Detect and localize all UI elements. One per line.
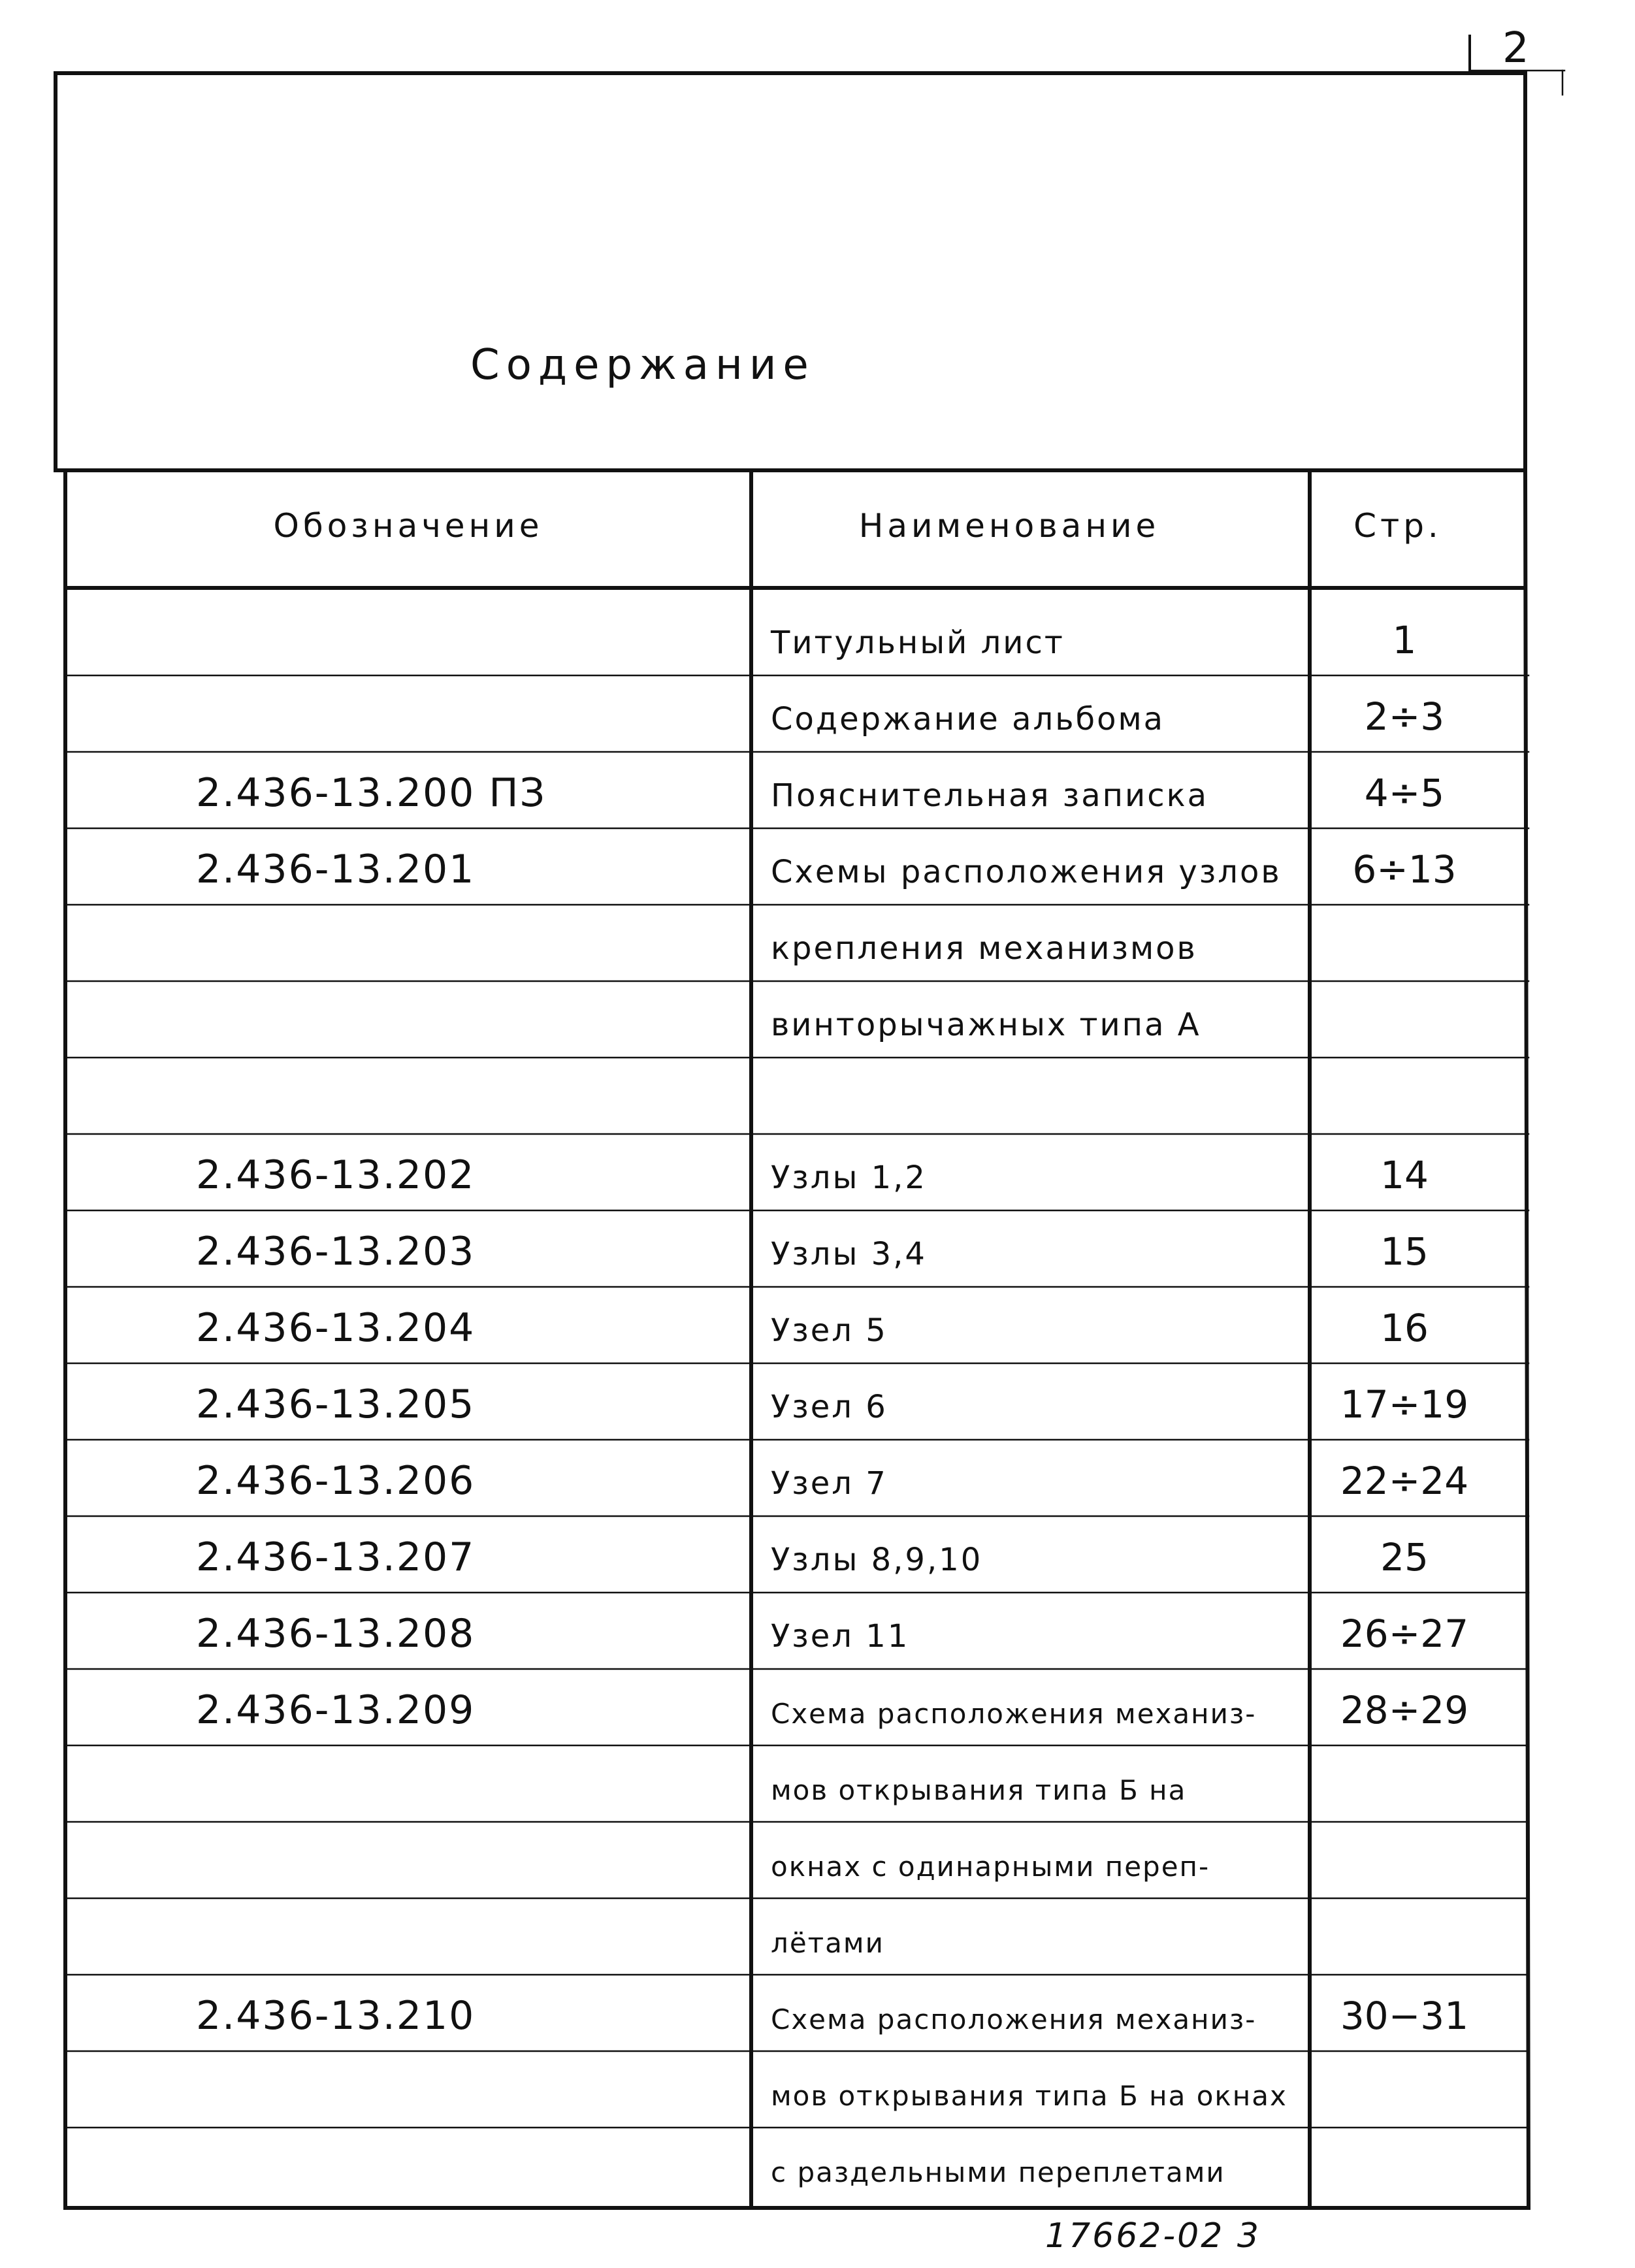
table-row	[196, 1611, 1468, 1657]
row-page: 4÷5	[1364, 771, 1445, 815]
row-designation: 2.436-13.210	[196, 1993, 476, 2039]
row-name: мов открывания типа Б на окнах	[771, 2080, 1287, 2112]
table-row	[196, 1382, 1468, 1427]
table-row	[196, 1687, 1468, 1733]
row-name: Схема расположения механиз-	[771, 2003, 1257, 2035]
table-row	[771, 930, 1197, 967]
table-row	[770, 618, 1416, 662]
row-page: 28÷29	[1340, 1688, 1469, 1732]
row-page: 22÷24	[1340, 1459, 1469, 1503]
row-page: 6÷13	[1352, 847, 1457, 892]
row-name: винторычажных типа А	[771, 1007, 1201, 1043]
row-designation: 2.436-13.200 ПЗ	[196, 770, 547, 816]
table-row	[196, 1534, 1429, 1580]
row-page: 1	[1392, 618, 1417, 662]
row-name: Узлы 1,2	[771, 1159, 927, 1196]
row-name: с раздельными переплетами	[771, 2156, 1225, 2188]
outer-frame	[56, 73, 1529, 2208]
table-row	[771, 1774, 1186, 1806]
table-row	[771, 1851, 1210, 1883]
row-name: Узел 5	[771, 1312, 888, 1349]
row-name: Содержание альбома	[771, 701, 1165, 737]
row-name: Узел 6	[771, 1389, 888, 1425]
table-row	[196, 847, 1457, 892]
table-row	[196, 1305, 1429, 1351]
page-title: Содержание	[470, 341, 815, 389]
row-name: Узлы 3,4	[771, 1236, 927, 1272]
row-page: 2÷3	[1364, 694, 1445, 739]
row-name: Узел 7	[771, 1465, 888, 1502]
row-designation: 2.436-13.208	[196, 1611, 476, 1657]
row-designation: 2.436-13.206	[196, 1458, 476, 1504]
sheet-number-mark	[1470, 24, 1564, 95]
header-designation: Обозначение	[273, 507, 543, 545]
row-designation: 2.436-13.203	[196, 1229, 476, 1274]
table-row	[196, 1229, 1429, 1274]
table-row	[771, 1927, 884, 1959]
row-designation: 2.436-13.201	[196, 847, 476, 892]
table-row	[196, 770, 1444, 816]
row-name: мов открывания типа Б на	[771, 1774, 1187, 1806]
row-name: Титульный лист	[771, 624, 1065, 661]
table-row	[196, 1458, 1468, 1504]
row-designation: 2.436-13.202	[196, 1152, 476, 1198]
table-row	[196, 1993, 1468, 2039]
table-row	[771, 694, 1444, 739]
table-row	[771, 1007, 1201, 1043]
row-name: лётами	[771, 1927, 884, 1959]
row-page: 16	[1380, 1306, 1429, 1350]
sheet-number: 2	[1502, 24, 1529, 73]
table-body	[196, 618, 1468, 2188]
row-page: 17÷19	[1340, 1382, 1469, 1427]
header-name: Наименование	[858, 507, 1160, 545]
row-page: 15	[1380, 1229, 1429, 1274]
table-row	[771, 2156, 1225, 2188]
table-row	[771, 2080, 1287, 2112]
row-page: 25	[1380, 1535, 1429, 1580]
row-name: крепления механизмов	[771, 930, 1197, 967]
row-designation: 2.436-13.207	[196, 1534, 476, 1580]
row-name: окнах с одинарными переп-	[771, 1851, 1210, 1883]
table-header	[274, 507, 1442, 545]
row-name: Пояснительная записка	[771, 777, 1209, 814]
header-page: Стр.	[1353, 507, 1442, 545]
row-designation: 2.436-13.209	[196, 1687, 476, 1733]
row-name: Схемы расположения узлов	[771, 854, 1282, 890]
table-row	[196, 1152, 1429, 1198]
row-name: Схема расположения механиз-	[771, 1698, 1257, 1730]
row-name: Узлы 8,9,10	[771, 1542, 983, 1578]
row-page: 14	[1380, 1153, 1429, 1197]
row-designation: 2.436-13.204	[196, 1305, 476, 1351]
row-designation: 2.436-13.205	[196, 1382, 476, 1427]
footer-code: 17662-02 3	[1045, 2216, 1261, 2256]
row-page: 26÷27	[1340, 1612, 1469, 1656]
row-name: Узел 11	[771, 1618, 910, 1655]
row-page: 30−31	[1340, 1994, 1469, 2038]
